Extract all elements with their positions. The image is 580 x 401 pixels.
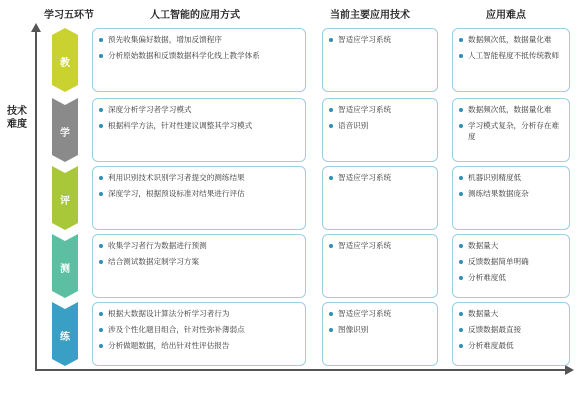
bullet-dot-icon	[459, 54, 463, 58]
bullet-text: 深度分析学习者学习模式	[108, 105, 192, 114]
cell-techniques	[322, 234, 438, 298]
bullet-text: 数据量大	[468, 309, 499, 318]
bullet-dot-icon	[99, 344, 103, 348]
bullet-text: 深度学习，根据预设标准对结果进行评估	[108, 189, 245, 198]
bullet-text: 反馈数据简单明确	[468, 257, 529, 266]
bullet-item	[459, 104, 561, 115]
stage-chevron	[52, 234, 78, 298]
bullet-text: 智适应学习系统	[338, 309, 392, 318]
bullet-dot-icon	[329, 124, 333, 128]
bullet-item	[99, 34, 297, 45]
bullet-dot-icon	[459, 276, 463, 280]
bullet-text: 智适应学习系统	[338, 35, 392, 44]
bullet-item	[459, 34, 561, 45]
bullet-item	[329, 172, 429, 183]
bullet-text: 数据频次低，数据量化难	[468, 105, 552, 114]
bullet-dot-icon	[99, 312, 103, 316]
bullet-item	[329, 104, 429, 115]
cell-techniques	[322, 166, 438, 230]
cell-difficulties	[452, 98, 570, 162]
bullet-text: 涉及个性化题目组合，针对性弥补薄弱点	[108, 325, 245, 334]
bullet-dot-icon	[459, 176, 463, 180]
bullet-dot-icon	[329, 108, 333, 112]
bullet-dot-icon	[459, 312, 463, 316]
bullet-text: 语音识别	[338, 121, 369, 130]
y-axis-line	[35, 30, 37, 370]
bullet-dot-icon	[99, 328, 103, 332]
bullet-text: 分析难度最低	[468, 341, 514, 350]
bullet-item	[329, 308, 429, 319]
bullet-text: 智适应学习系统	[338, 105, 392, 114]
cell-techniques	[322, 302, 438, 366]
bullet-item	[459, 172, 561, 183]
stage-label: 测	[60, 264, 70, 275]
bullet-text: 收集学习者行为数据进行预测	[108, 241, 207, 250]
stage-chevron	[52, 28, 78, 92]
stage-label: 教	[60, 58, 70, 69]
bullet-item	[329, 34, 429, 45]
cell-techniques	[322, 28, 438, 92]
bullet-item	[459, 240, 561, 251]
bullet-item	[459, 50, 561, 61]
header-stages: 学习五环节	[44, 10, 94, 21]
bullet-dot-icon	[459, 38, 463, 42]
bullet-text: 机器识别精度低	[468, 173, 522, 182]
bullet-dot-icon	[459, 260, 463, 264]
bullet-text: 预先收集偏好数据，增加反馈程序	[108, 35, 222, 44]
bullet-text: 智适应学习系统	[338, 241, 392, 250]
bullet-dot-icon	[459, 108, 463, 112]
bullet-item	[99, 188, 297, 199]
bullet-item	[99, 172, 297, 183]
bullet-dot-icon	[459, 192, 463, 196]
bullet-item	[329, 240, 429, 251]
bullet-dot-icon	[99, 192, 103, 196]
cell-methods	[92, 166, 306, 230]
bullet-item	[459, 188, 561, 199]
bullet-dot-icon	[329, 312, 333, 316]
bullet-text: 人工智能程度不抵传统教师	[468, 51, 560, 60]
stage-label: 练	[60, 332, 70, 343]
stage-chevron	[52, 98, 78, 162]
bullet-text: 反馈数据最直接	[468, 325, 522, 334]
bullet-text: 测练结果数据庞杂	[468, 189, 529, 198]
cell-difficulties	[452, 234, 570, 298]
bullet-dot-icon	[99, 244, 103, 248]
bullet-text: 根据大数据设计算法分析学习者行为	[108, 309, 230, 318]
bullet-item	[99, 120, 297, 131]
bullet-item	[99, 50, 297, 61]
bullet-text: 学习模式复杂，分析存在难度	[468, 121, 560, 141]
header-difficulties: 应用难点	[486, 10, 526, 21]
bullet-text: 智适应学习系统	[338, 173, 392, 182]
x-axis-line	[35, 369, 567, 371]
stage-chevron	[52, 166, 78, 230]
cell-methods	[92, 302, 306, 366]
bullet-item	[459, 256, 561, 267]
cell-difficulties	[452, 166, 570, 230]
bullet-item	[329, 324, 429, 335]
bullet-text: 分析做题数据，给出针对性评估报告	[108, 341, 230, 350]
stage-label: 学	[60, 128, 70, 139]
stage-chevron	[52, 302, 78, 366]
cell-methods	[92, 234, 306, 298]
bullet-dot-icon	[459, 328, 463, 332]
bullet-text: 利用识别技术识别学习者提交的测练结果	[108, 173, 245, 182]
bullet-text: 分析原始数据和反馈数据科学化线上教学体系	[108, 51, 260, 60]
bullet-dot-icon	[329, 38, 333, 42]
bullet-dot-icon	[99, 54, 103, 58]
stage-label: 评	[60, 196, 70, 207]
bullet-dot-icon	[99, 260, 103, 264]
bullet-text: 结合测试数据定制学习方案	[108, 257, 200, 266]
bullet-item	[459, 272, 561, 283]
cell-methods	[92, 98, 306, 162]
bullet-item	[99, 104, 297, 115]
bullet-dot-icon	[99, 38, 103, 42]
bullet-dot-icon	[99, 108, 103, 112]
bullet-text: 数据频次低，数据量化难	[468, 35, 552, 44]
bullet-dot-icon	[329, 176, 333, 180]
bullet-item	[99, 324, 297, 335]
y-axis-label: 技术难度	[7, 106, 27, 130]
bullet-text: 图像识别	[338, 325, 369, 334]
cell-methods	[92, 28, 306, 92]
cell-techniques	[322, 98, 438, 162]
bullet-item	[99, 256, 297, 267]
bullet-item	[459, 308, 561, 319]
cell-difficulties	[452, 28, 570, 92]
bullet-dot-icon	[99, 176, 103, 180]
y-axis-arrow-icon	[31, 23, 41, 32]
bullet-item	[99, 340, 297, 351]
bullet-dot-icon	[459, 344, 463, 348]
bullet-item	[99, 308, 297, 319]
bullet-dot-icon	[459, 244, 463, 248]
bullet-item	[99, 240, 297, 251]
bullet-item	[459, 340, 561, 351]
bullet-text: 分析难度低	[468, 273, 506, 282]
bullet-item	[459, 324, 561, 335]
bullet-item	[329, 120, 429, 131]
bullet-dot-icon	[99, 124, 103, 128]
bullet-item	[459, 120, 561, 142]
cell-difficulties	[452, 302, 570, 366]
bullet-text: 数据量大	[468, 241, 499, 250]
header-ai-methods: 人工智能的应用方式	[150, 10, 240, 21]
x-axis-arrow-icon	[565, 365, 574, 375]
bullet-dot-icon	[329, 244, 333, 248]
bullet-dot-icon	[459, 124, 463, 128]
bullet-dot-icon	[329, 328, 333, 332]
header-techniques: 当前主要应用技术	[330, 10, 410, 21]
bullet-text: 根据科学方法，针对性建议调整其学习模式	[108, 121, 253, 130]
